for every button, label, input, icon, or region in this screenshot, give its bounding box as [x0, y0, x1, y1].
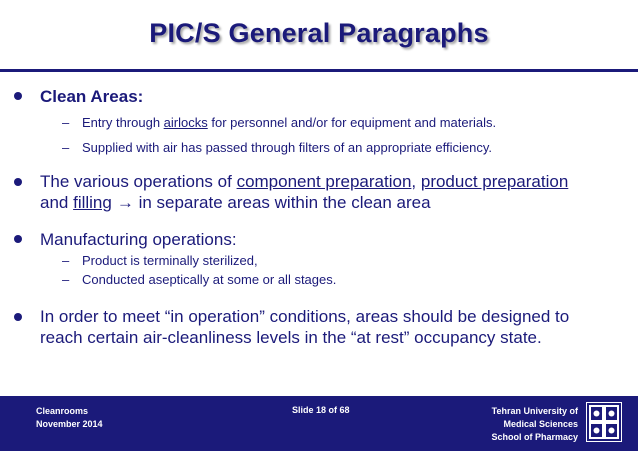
institution-line-1: Tehran University of [491, 406, 578, 416]
arrow-icon: → [116, 193, 134, 212]
in-operation-line-2: reach certain air-cleanliness levels in the “at rest” occupancy state. [40, 328, 542, 347]
footer-institution [491, 405, 578, 444]
in-operation-line-1: In order to meet “in operation” conditions, areas should be designed to [40, 307, 570, 326]
sub-text: Conducted aseptically at some or all stages. [82, 272, 337, 287]
component-preparation-link[interactable]: component preparation [236, 172, 412, 191]
dash: – [62, 115, 70, 130]
slide-title: PIC/S General Paragraphs [149, 18, 489, 48]
university-logo-icon [586, 402, 622, 442]
dash: – [62, 272, 70, 287]
dash: – [62, 253, 70, 268]
ops-text-4: in separate areas within the clean area [133, 193, 431, 212]
bullet-dot-4 [14, 313, 22, 321]
sub-text-post: for personnel and/or for equipment and materials. [207, 115, 497, 130]
product-preparation-link[interactable]: product preparation [420, 172, 569, 191]
dash: – [62, 140, 70, 155]
footer-course: Cleanrooms [36, 406, 89, 416]
institution-line-3: School of Pharmacy [491, 432, 578, 442]
ops-text-1: The various operations of [40, 172, 237, 191]
bullet-manufacturing: Manufacturing operations: [40, 230, 237, 249]
sub-text-pre: Entry through [82, 115, 164, 130]
sub-text: Supplied with air has passed through filters of an appropriate efficiency. [82, 140, 492, 155]
sub-text: Product is terminally sterilized, [82, 253, 258, 268]
ops-text-2: , [411, 172, 421, 191]
slide-number: Slide 18 of 68 [292, 405, 350, 415]
sub-bullet-terminal [62, 253, 258, 269]
bullet-dot-3 [14, 235, 22, 243]
sub-bullet-airlocks [62, 115, 496, 131]
bullet-in-operation [40, 306, 630, 348]
institution-line-2: Medical Sciences [503, 419, 578, 429]
footer-left [36, 405, 103, 431]
title-divider [0, 69, 638, 72]
bullet-operations [40, 171, 620, 213]
bullet-dot-2 [14, 178, 22, 186]
sub-bullet-filters [62, 140, 492, 156]
airlocks-link[interactable]: airlocks [163, 115, 208, 130]
bullet-dot-1 [14, 92, 22, 100]
bullet-clean-areas: Clean Areas: [40, 87, 144, 106]
ops-text-3: and [40, 193, 74, 212]
sub-bullet-aseptic [62, 272, 336, 288]
footer-date: November 2014 [36, 419, 103, 429]
filling-link[interactable]: filling [73, 193, 112, 212]
